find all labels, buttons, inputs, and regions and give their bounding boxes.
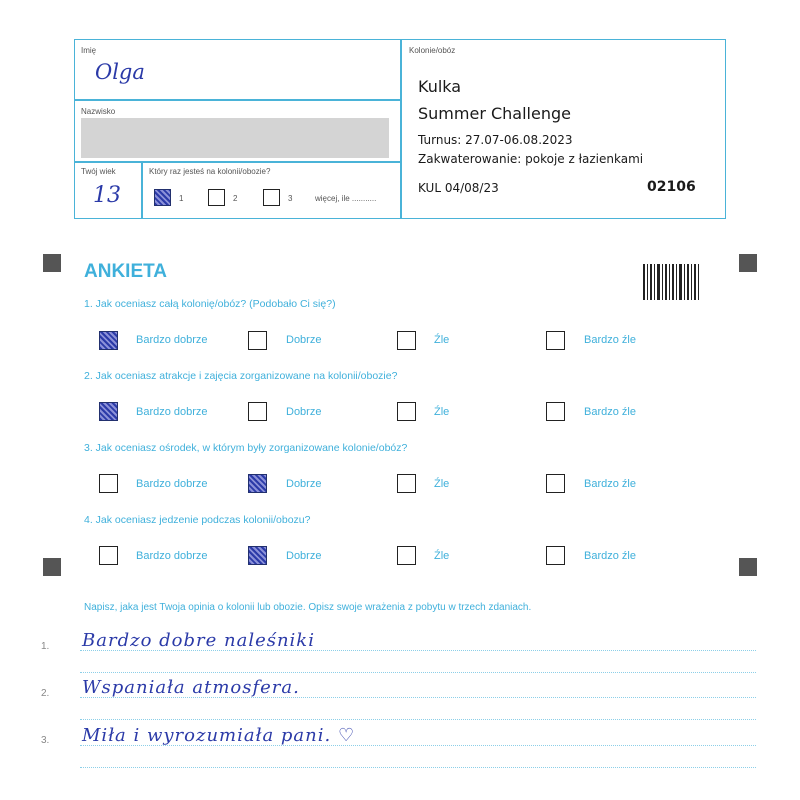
q1-option-bardzo-zle-checkbox[interactable] <box>546 331 565 350</box>
q2-option-dobrze-checkbox[interactable] <box>248 402 267 421</box>
q2-option-label: Bardzo źle <box>584 406 636 418</box>
q4-option-bardzo-dobrze-checkbox[interactable] <box>99 546 118 565</box>
q3-option-dobrze-checkbox[interactable] <box>248 474 267 493</box>
q3-option-label: Bardzo dobrze <box>136 478 208 490</box>
camp-name: Kulka <box>418 77 462 96</box>
opinion-line-1-text[interactable]: Bardzo dobre naleśniki <box>82 630 315 651</box>
opinion-line-3b <box>80 767 756 768</box>
age-value[interactable]: 13 <box>93 183 121 208</box>
times-option-2: 2 <box>233 194 238 203</box>
times-option-3: 3 <box>288 194 293 203</box>
age-label: Twój wiek <box>81 167 116 176</box>
q2-option-zle-checkbox[interactable] <box>397 402 416 421</box>
opinion-prompt: Napisz, jaka jest Twoja opinia o kolonii lub obozie. Opisz swoje wrażenia z pobytu w trzech zdaniach. <box>84 602 532 613</box>
opinion-line-3 <box>80 745 756 746</box>
q2-option-label: Dobrze <box>286 406 322 418</box>
name-value[interactable]: Olga <box>95 60 145 84</box>
opinion-line-1 <box>80 650 756 651</box>
camp-code: KUL 04/08/23 <box>418 181 499 195</box>
opinion-line-2 <box>80 697 756 698</box>
q3-option-bardzo-dobrze-checkbox[interactable] <box>99 474 118 493</box>
question-3: 3. Jak oceniasz ośrodek, w którym były zorganizowane kolonie/obóz? <box>84 442 408 454</box>
header-divider <box>400 40 402 218</box>
accommodation: Zakwaterowanie: pokoje z łazienkami <box>418 152 644 166</box>
q3-option-label: Bardzo źle <box>584 478 636 490</box>
times-checkbox-1[interactable] <box>154 189 171 206</box>
question-2: 2. Jak oceniasz atrakcje i zajęcia zorganizowane na kolonii/obozie? <box>84 370 398 382</box>
opinion-line-2b <box>80 719 756 720</box>
camp-program: Summer Challenge <box>418 104 571 123</box>
header-hline-1 <box>75 99 400 101</box>
opinion-line-2-text[interactable]: Wspaniała atmosfera. <box>82 677 300 698</box>
opinion-line-number: 2. <box>41 688 50 699</box>
q2-option-bardzo-zle-checkbox[interactable] <box>546 402 565 421</box>
q3-option-label: Dobrze <box>286 478 322 490</box>
q1-option-bardzo-dobrze-checkbox[interactable] <box>99 331 118 350</box>
times-option-1: 1 <box>179 194 184 203</box>
header-hline-2 <box>75 161 400 163</box>
barcode-icon <box>643 264 699 300</box>
q2-option-label: Źle <box>434 406 450 418</box>
q2-option-bardzo-dobrze-checkbox[interactable] <box>99 402 118 421</box>
question-1: 1. Jak oceniasz całą kolonię/obóz? (Podobało Ci się?) <box>84 298 336 310</box>
registration-marker <box>739 558 757 576</box>
opinion-line-number: 3. <box>41 735 50 746</box>
turnus: Turnus: 27.07-06.08.2023 <box>418 133 573 147</box>
times-checkbox-2[interactable] <box>208 189 225 206</box>
registration-marker <box>43 254 61 272</box>
name-label: Imię <box>81 46 97 55</box>
q4-option-dobrze-checkbox[interactable] <box>248 546 267 565</box>
q1-option-label: Dobrze <box>286 334 322 346</box>
q1-option-label: Bardzo dobrze <box>136 334 208 346</box>
q4-option-label: Źle <box>434 550 450 562</box>
question-4: 4. Jak oceniasz jedzenie podczas kolonii/obozu? <box>84 514 311 526</box>
opinion-line-3-text[interactable]: Miła i wyrozumiała pani. ♡ <box>82 725 356 746</box>
q1-option-label: Bardzo źle <box>584 334 636 346</box>
survey-title: ANKIETA <box>84 261 168 282</box>
form-number: 02106 <box>647 179 696 195</box>
camp-label: Kolonie/obóz <box>409 46 456 55</box>
registration-marker <box>739 254 757 272</box>
registration-marker <box>43 558 61 576</box>
opinion-line-number: 1. <box>41 641 50 652</box>
q4-option-zle-checkbox[interactable] <box>397 546 416 565</box>
q4-option-bardzo-zle-checkbox[interactable] <box>546 546 565 565</box>
q3-option-zle-checkbox[interactable] <box>397 474 416 493</box>
q1-option-label: Źle <box>434 334 450 346</box>
age-divider <box>141 161 143 218</box>
q4-option-label: Dobrze <box>286 550 322 562</box>
q4-option-label: Bardzo źle <box>584 550 636 562</box>
surname-label: Nazwisko <box>81 107 116 116</box>
q2-option-label: Bardzo dobrze <box>136 406 208 418</box>
q4-option-label: Bardzo dobrze <box>136 550 208 562</box>
q1-option-dobrze-checkbox[interactable] <box>248 331 267 350</box>
times-more: więcej, ile ........... <box>315 194 377 203</box>
header-form <box>74 39 726 219</box>
opinion-line-1b <box>80 672 756 673</box>
surname-redacted <box>81 118 389 158</box>
q3-option-bardzo-zle-checkbox[interactable] <box>546 474 565 493</box>
times-checkbox-3[interactable] <box>263 189 280 206</box>
q3-option-label: Źle <box>434 478 450 490</box>
times-label: Który raz jesteś na kolonii/obozie? <box>149 167 271 176</box>
q1-option-zle-checkbox[interactable] <box>397 331 416 350</box>
